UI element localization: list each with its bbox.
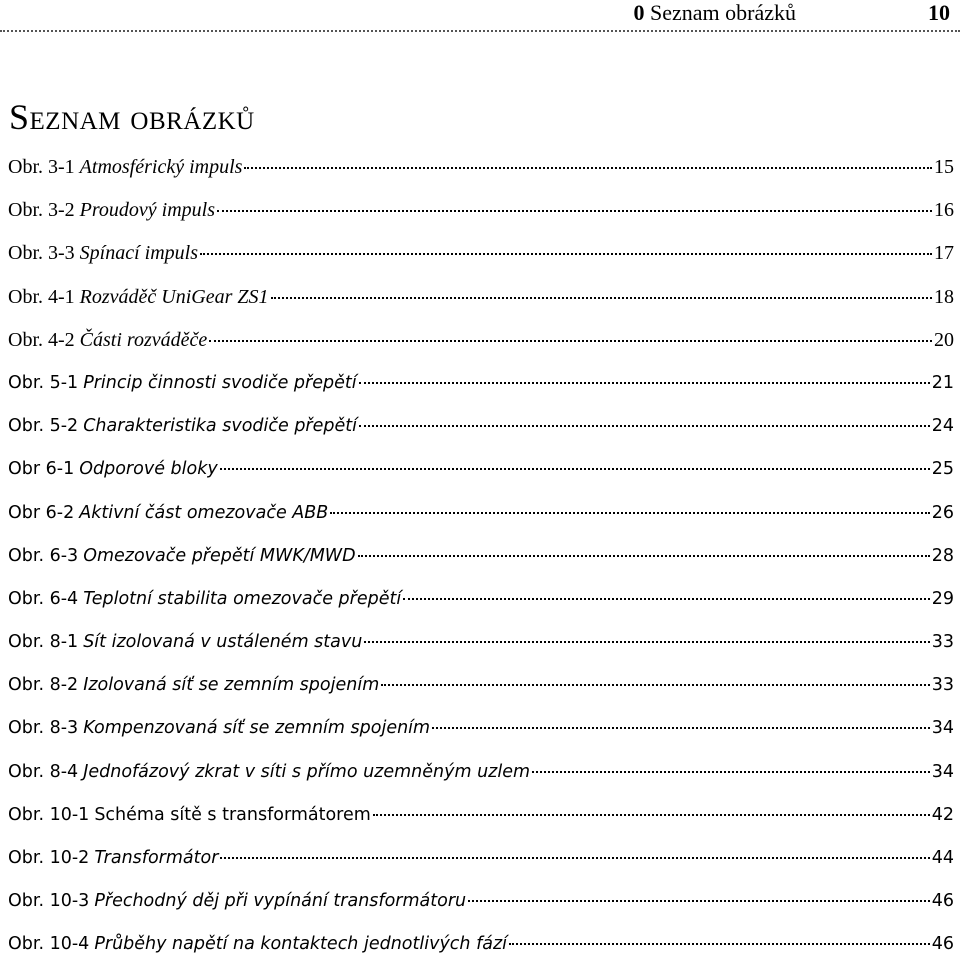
- figure-number: Obr. 10-2: [8, 848, 90, 868]
- figure-caption: Průběhy napětí na kontaktech jednotlivých fází: [94, 934, 508, 955]
- header-chapter-title: Seznam obrázků: [650, 0, 796, 25]
- header-page-number: 10: [928, 0, 950, 25]
- figure-number: Obr. 4-1: [8, 285, 75, 308]
- figure-list-entry[interactable]: [8, 193, 954, 236]
- figure-number: Obr. 4-2: [8, 328, 75, 351]
- dot-leader: [509, 943, 930, 945]
- dot-leader: [358, 555, 930, 557]
- dot-leader: [200, 253, 932, 255]
- figure-number: Obr. 10-4: [8, 934, 90, 955]
- figure-caption: Části rozváděče: [79, 328, 208, 351]
- figure-list-entry[interactable]: [8, 236, 954, 279]
- figure-page-number: 33: [931, 675, 954, 696]
- figure-caption: Přechodný děj při vypínání transformátoru: [94, 891, 467, 912]
- figure-caption: Aktivní část omezovače ABB: [79, 502, 329, 523]
- dot-leader: [432, 727, 930, 729]
- figure-page-number: 46: [931, 891, 954, 912]
- figure-page-number: 44: [931, 848, 954, 868]
- figure-caption: Spínací impuls: [79, 242, 199, 265]
- dot-leader: [468, 900, 930, 902]
- dot-leader: [381, 684, 929, 686]
- figure-number: Obr. 5-2: [8, 416, 79, 437]
- dot-leader: [220, 857, 929, 859]
- figure-number: Obr. 10-3: [8, 891, 90, 912]
- figure-page-number: 25: [931, 459, 954, 480]
- figure-list: [8, 150, 954, 971]
- figure-number: Obr. 6-4: [8, 588, 79, 609]
- header-chapter: [634, 0, 797, 26]
- figure-page-number: 20: [934, 328, 954, 351]
- figure-caption: Izolovaná síť se zemním spojením: [83, 675, 380, 696]
- figure-number: Obr 6-1: [8, 459, 75, 480]
- figure-list-entry[interactable]: [8, 323, 954, 366]
- figure-caption: Sít izolovaná v ustáleném stavu: [83, 632, 363, 653]
- figure-number: Obr. 8-2: [8, 675, 79, 696]
- figure-caption: Princip činnosti svodiče přepětí: [83, 372, 357, 393]
- figure-page-number: 17: [934, 242, 954, 265]
- figure-list-entry[interactable]: [8, 927, 954, 970]
- figure-caption: Transformátor: [94, 848, 219, 868]
- figure-page-number: 26: [931, 502, 954, 523]
- figure-page-number: 16: [934, 199, 954, 222]
- figure-caption: Kompenzovaná síť se zemním spojením: [83, 718, 431, 739]
- dot-leader: [359, 425, 930, 427]
- figure-number: Obr. 6-3: [8, 545, 79, 566]
- figure-list-entry[interactable]: [8, 366, 954, 409]
- figure-number: Obr. 3-1: [8, 156, 75, 178]
- figure-page-number: 33: [931, 632, 954, 653]
- dot-leader: [403, 598, 930, 600]
- figure-list-entry[interactable]: [8, 409, 954, 452]
- figure-list-entry[interactable]: [8, 452, 954, 495]
- figure-caption: Jednofázový zkrat v síti s přímo uzemněným uzlem: [83, 761, 531, 782]
- figure-list-entry[interactable]: [8, 496, 954, 539]
- dot-leader: [244, 167, 932, 169]
- figure-list-entry[interactable]: [8, 625, 954, 668]
- figure-number: Obr. 8-4: [8, 761, 79, 782]
- figure-caption: Atmosférický impuls: [79, 156, 243, 178]
- figure-page-number: 24: [931, 416, 954, 437]
- page-title: Seznam obrázků: [9, 97, 255, 137]
- figure-number: Obr. 3-3: [8, 242, 75, 265]
- figure-list-entry[interactable]: [8, 582, 954, 625]
- figure-list-entry[interactable]: [8, 711, 954, 754]
- dot-leader: [209, 340, 932, 342]
- figure-number: Obr. 10-1: [8, 804, 90, 825]
- figure-list-entry[interactable]: [8, 280, 954, 323]
- figure-number: Obr. 8-1: [8, 632, 79, 653]
- figure-page-number: 46: [931, 934, 954, 955]
- figure-number: Obr 6-2: [8, 502, 75, 523]
- figure-caption: Rozváděč UniGear ZS1: [79, 285, 269, 308]
- figure-list-entry[interactable]: [8, 668, 954, 711]
- figure-caption: Teplotní stabilita omezovače přepětí: [83, 588, 402, 609]
- figure-page-number: 21: [931, 372, 954, 393]
- dot-leader: [532, 771, 930, 773]
- figure-list-entry[interactable]: [8, 841, 954, 884]
- dot-leader: [217, 210, 932, 212]
- figure-caption: Schéma sítě s transformátorem: [94, 804, 371, 825]
- figure-page-number: 15: [934, 156, 954, 178]
- figure-list-entry[interactable]: [8, 150, 954, 193]
- figure-page-number: 29: [931, 588, 954, 609]
- figure-list-entry[interactable]: [8, 539, 954, 582]
- figure-list-entry[interactable]: [8, 755, 954, 798]
- dot-leader: [330, 512, 929, 514]
- figure-page-number: 34: [931, 761, 954, 782]
- header-chapter-number: 0: [633, 0, 645, 25]
- figure-caption: Charakteristika svodiče přepětí: [83, 416, 357, 437]
- figure-number: Obr. 8-3: [8, 718, 79, 739]
- figure-number: Obr. 3-2: [8, 199, 75, 222]
- dot-leader: [220, 468, 930, 470]
- figure-page-number: 42: [931, 804, 954, 825]
- figure-list-entry[interactable]: [8, 798, 954, 841]
- figure-list-entry[interactable]: [8, 884, 954, 927]
- figure-caption: Omezovače přepětí MWK/MWD: [83, 545, 356, 566]
- dot-leader: [364, 641, 929, 643]
- dot-leader: [359, 382, 930, 384]
- figure-page-number: 28: [931, 545, 954, 566]
- figure-caption: Proudový impuls: [79, 199, 216, 222]
- figure-page-number: 18: [934, 285, 954, 308]
- figure-page-number: 34: [931, 718, 954, 739]
- figure-caption: Odporové bloky: [79, 459, 218, 480]
- dot-leader: [271, 297, 932, 299]
- running-header: [0, 0, 960, 32]
- dot-leader: [373, 814, 930, 816]
- figure-number: Obr. 5-1: [8, 372, 79, 393]
